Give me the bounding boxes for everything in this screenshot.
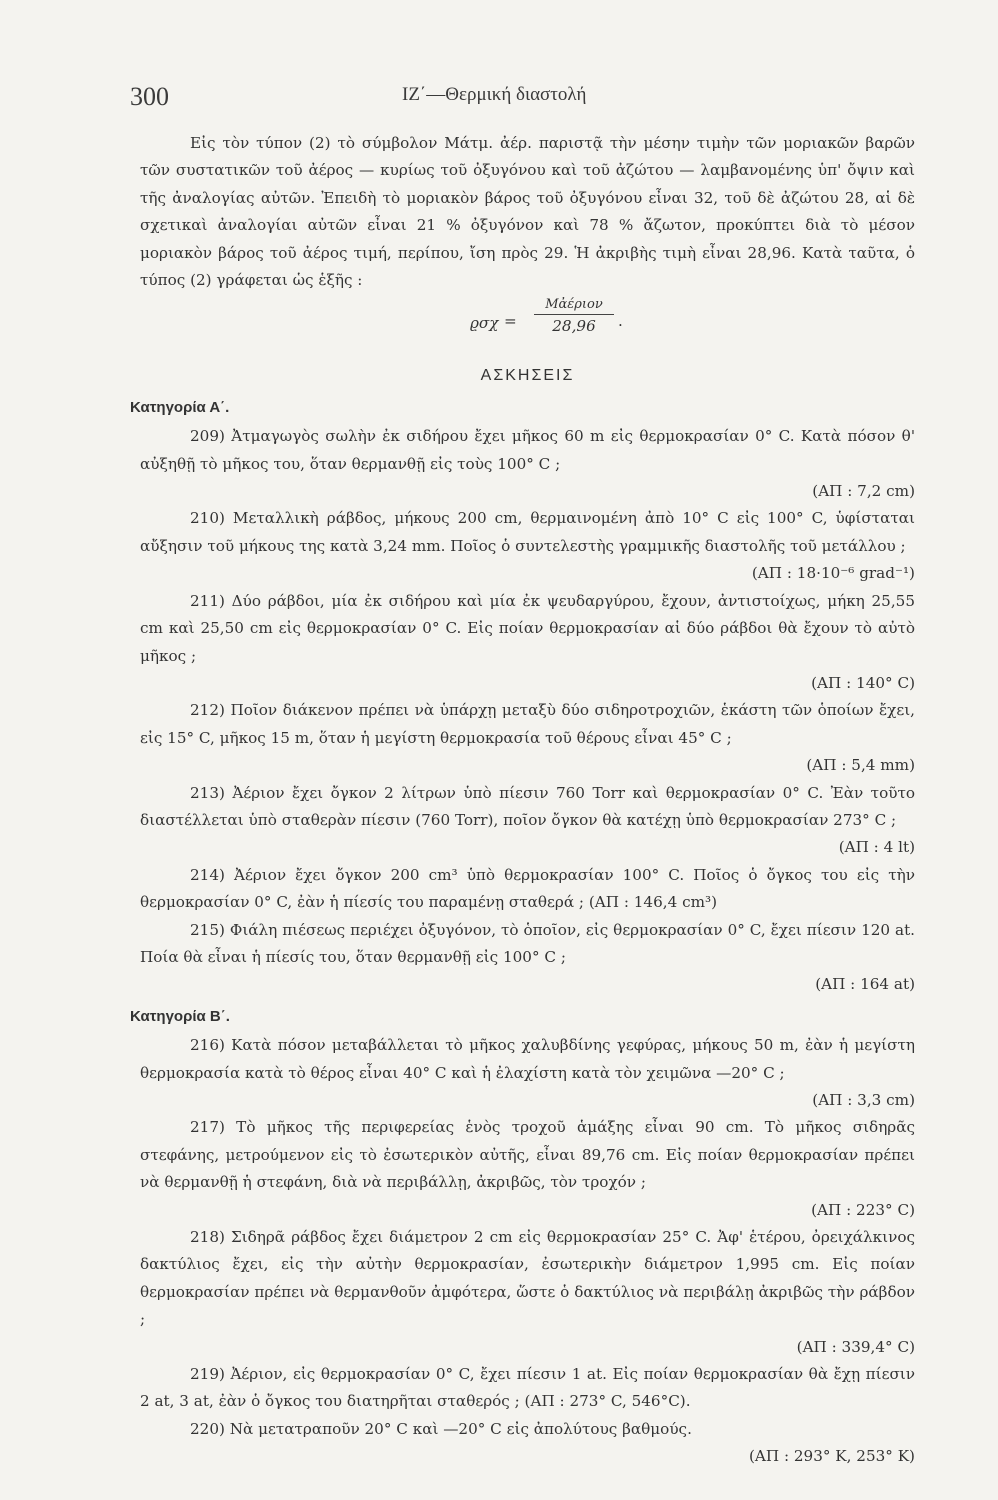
exercise-text: 216) Κατὰ πόσον μεταβάλλεται τὸ μῆκος χαλυβδίνης γεφύρας, μήκους 50 m, ἐὰν ἡ μεγίστη θερμοκρασία κατὰ τὸ θέρος εἶναι 40° C καὶ ἡ ἐλαχίστη κατὰ τὸν χειμῶνα —20° C ;	[140, 1036, 915, 1082]
exercise-text: 217) Τὸ μῆκος τῆς περιφερείας ἑνὸς τροχοῦ ἁμάξης εἶναι 90 cm. Τὸ μῆκος σιδηρᾶς στεφάνης, μετρούμενον εἰς τὸ ἐσωτερικὸν αὐτῆς, εἶναι 89,76 cm. Εἰς ποίαν θερμοκρασίαν πρέπει νὰ θερμανθῇ ἡ στεφάνη, διὰ νὰ περιβάλλῃ, ἀκριβῶς, τὸν τροχόν ;	[140, 1118, 915, 1192]
page-number: 300	[130, 82, 169, 111]
exercise-216	[140, 1032, 915, 1114]
formula-denominator: 28,96	[552, 317, 596, 336]
category-b-heading: Κατηγορία Β΄.	[130, 1007, 230, 1025]
exercise-215	[140, 917, 915, 999]
exercise-213	[140, 780, 915, 862]
exercise-219	[140, 1361, 915, 1416]
exercise-answer: (ΑΠ : 164 at)	[815, 975, 915, 994]
page-body	[130, 130, 915, 1471]
exercises-title: ΑΣΚΗΣΕΙΣ	[480, 367, 575, 385]
running-title: ΙΖ΄—Θερμική διαστολή	[402, 84, 587, 105]
exercise-text: 219) Ἀέριον, εἰς θερμοκρασίαν 0° C, ἔχει πίεσιν 1 at. Εἰς ποίαν θερμοκρασίαν θὰ ἔχῃ πίεσιν 2 at, 3 at, ἐὰν ὁ ὄγκος του διατηρῆται σταθερός ; (ΑΠ : 273° C, 546°C).	[140, 1365, 915, 1411]
formula-lhs: ϱσχ	[470, 314, 499, 333]
exercise-answer: (ΑΠ : 339,4° C)	[796, 1337, 915, 1356]
formula-fraction	[534, 296, 614, 337]
page-header	[120, 82, 920, 118]
exercise-text: 215) Φιάλη πιέσεως περιέχει ὀξυγόνον, τὸ ὁποῖον, εἰς θερμοκρασίαν 0° C, ἔχει πίεσιν 120 at. Ποία θὰ εἶναι ἡ πίεσίς του, ὅταν θερμανθῇ εἰς 100° C ;	[140, 920, 915, 966]
exercise-answer: (ΑΠ : 4 lt)	[838, 838, 915, 857]
intro-paragraph: Εἰς τὸν τύπον (2) τὸ σύμβολον Mάτμ. ἀέρ. παριστᾷ τὴν μέσην τιμὴν τῶν μοριακῶν βαρῶν τῶν συστατικῶν τοῦ ἀέρος — κυρίως τοῦ ὀξυγόνου καὶ τοῦ ἀζώτου — λαμβανομένης ὑπ' ὄψιν καὶ τῆς ἀναλογίας αὐτῶν. Ἐπειδὴ τὸ μοριακὸν βάρος τοῦ ὀξυγόνου εἶναι 32, τοῦ δὲ ἀζώτου 28, αἱ δὲ σχετικαὶ ἀναλογίαι αὐτῶν εἶναι 21 % ὀξυγόνον καὶ 78 % ἄζωτον, προκύπτει διὰ τὸ μέσον μοριακὸν βάρος τοῦ ἀέρος τιμή, περίπου, ἴση πρὸς 29. Ἡ ἀκριβὴς τιμὴ εἶναι 28,96. Κατὰ ταῦτα, ὁ τύπος (2) γράφεται ὡς ἑξῆς :	[140, 134, 915, 290]
exercise-text: 209) Ἀτμαγωγὸς σωλὴν ἐκ σιδήρου ἔχει μῆκος 60 m εἰς θερμοκρασίαν 0° C. Κατὰ πόσον θ' αὐξηθῇ τὸ μῆκος του, ὅταν θερμανθῇ εἰς τοὺς 100° C ;	[140, 427, 915, 473]
exercise-answer: (ΑΠ : 3,3 cm)	[812, 1091, 915, 1109]
exercise-220	[140, 1416, 915, 1471]
exercise-answer: (ΑΠ : 5,4 mm)	[806, 756, 915, 775]
air-density-formula	[470, 296, 915, 348]
exercise-answer: (ΑΠ : 18·10⁻⁶ grad⁻¹)	[751, 564, 915, 583]
exercise-text: 218) Σιδηρᾶ ράβδος ἔχει διάμετρον 2 cm εἰς θερμοκρασίαν 25° C. Ἀφ' ἑτέρου, ὀρειχάλκινος δακτύλιος ἔχει, εἰς τὴν αὐτὴν θερμοκρασίαν, ἐσωτερικὴν διάμετρον 1,995 cm. Εἰς ποίαν θερμοκρασίαν πρέπει νὰ θερμανθοῦν ἀμφότερα, ὥστε ὁ δακτύλιος νὰ περιβάλῃ ἀκριβῶς τὴν ράβδον ;	[140, 1228, 915, 1329]
exercise-answer: (ΑΠ : 140° C)	[811, 673, 915, 692]
exercise-217	[140, 1114, 915, 1224]
formula-period: .	[618, 312, 623, 331]
exercise-text: 210) Μεταλλικὴ ράβδος, μήκους 200 cm, θερμαινομένη ἀπὸ 10° C εἰς 100° C, ὑφίσταται αὔξησιν τοῦ μήκους της κατὰ 3,24 mm. Ποῖος ὁ συντελεστὴς γραμμικῆς διαστολῆς τοῦ μετάλλου ;	[140, 509, 915, 555]
exercise-text: 220) Νὰ μετατραποῦν 20° C καὶ —20° C εἰς ἀπολύτους βαθμούς.	[190, 1419, 692, 1438]
exercise-answer: (ΑΠ : 293° K, 253° K)	[748, 1447, 915, 1466]
exercise-text: 211) Δύο ράβδοι, μία ἐκ σιδήρου καὶ μία ἐκ ψευδαργύρου, ἔχουν, ἀντιστοίχως, μήκη 25,55 cm καὶ 25,50 cm εἰς θερμοκρασίαν 0° C. Εἰς ποίαν θερμοκρασίαν αἱ δύο ράβδοι θὰ ἔχουν τὸ αὐτὸ μῆκος ;	[140, 591, 915, 665]
category-a-heading: Κατηγορία Α΄.	[130, 398, 230, 416]
formula-numerator: Mἀέριον	[534, 296, 614, 315]
exercise-text: 214) Ἀέριον ἔχει ὄγκον 200 cm³ ὑπὸ θερμοκρασίαν 100° C. Ποῖος ὁ ὄγκος του εἰς τὴν θερμοκρασίαν 0° C, ἐὰν ἡ πίεσίς του παραμένῃ σταθερά ; (ΑΠ : 146,4 cm³)	[140, 865, 915, 912]
exercise-218	[140, 1224, 915, 1361]
exercise-text: 212) Ποῖον διάκενον πρέπει νὰ ὑπάρχῃ μεταξὺ δύο σιδηροτροχιῶν, ἑκάστη τῶν ὁποίων ἔχει, εἰς 15° C, μῆκος 15 m, ὅταν ἡ μεγίστη θερμοκρασία τοῦ θέρους εἶναι 45° C ;	[140, 701, 915, 747]
formula-equals: =	[504, 312, 517, 331]
exercise-212	[140, 697, 915, 779]
exercise-211	[140, 588, 915, 698]
exercise-answer: (ΑΠ : 7,2 cm)	[812, 482, 915, 501]
exercise-209	[140, 423, 915, 505]
exercise-text: 213) Ἀέριον ἔχει ὄγκον 2 λίτρων ὑπὸ πίεσιν 760 Torr καὶ θερμοκρασίαν 0° C. Ἐὰν τοῦτο διαστέλλεται ὑπὸ σταθερὰν πίεσιν (760 Torr), ποῖον ὄγκον θὰ κατέχῃ ὑπὸ θερμοκρασίαν 273° C ;	[140, 783, 915, 829]
exercise-210	[140, 505, 915, 587]
exercise-answer: (ΑΠ : 223° C)	[811, 1200, 915, 1219]
exercise-214	[140, 862, 915, 917]
